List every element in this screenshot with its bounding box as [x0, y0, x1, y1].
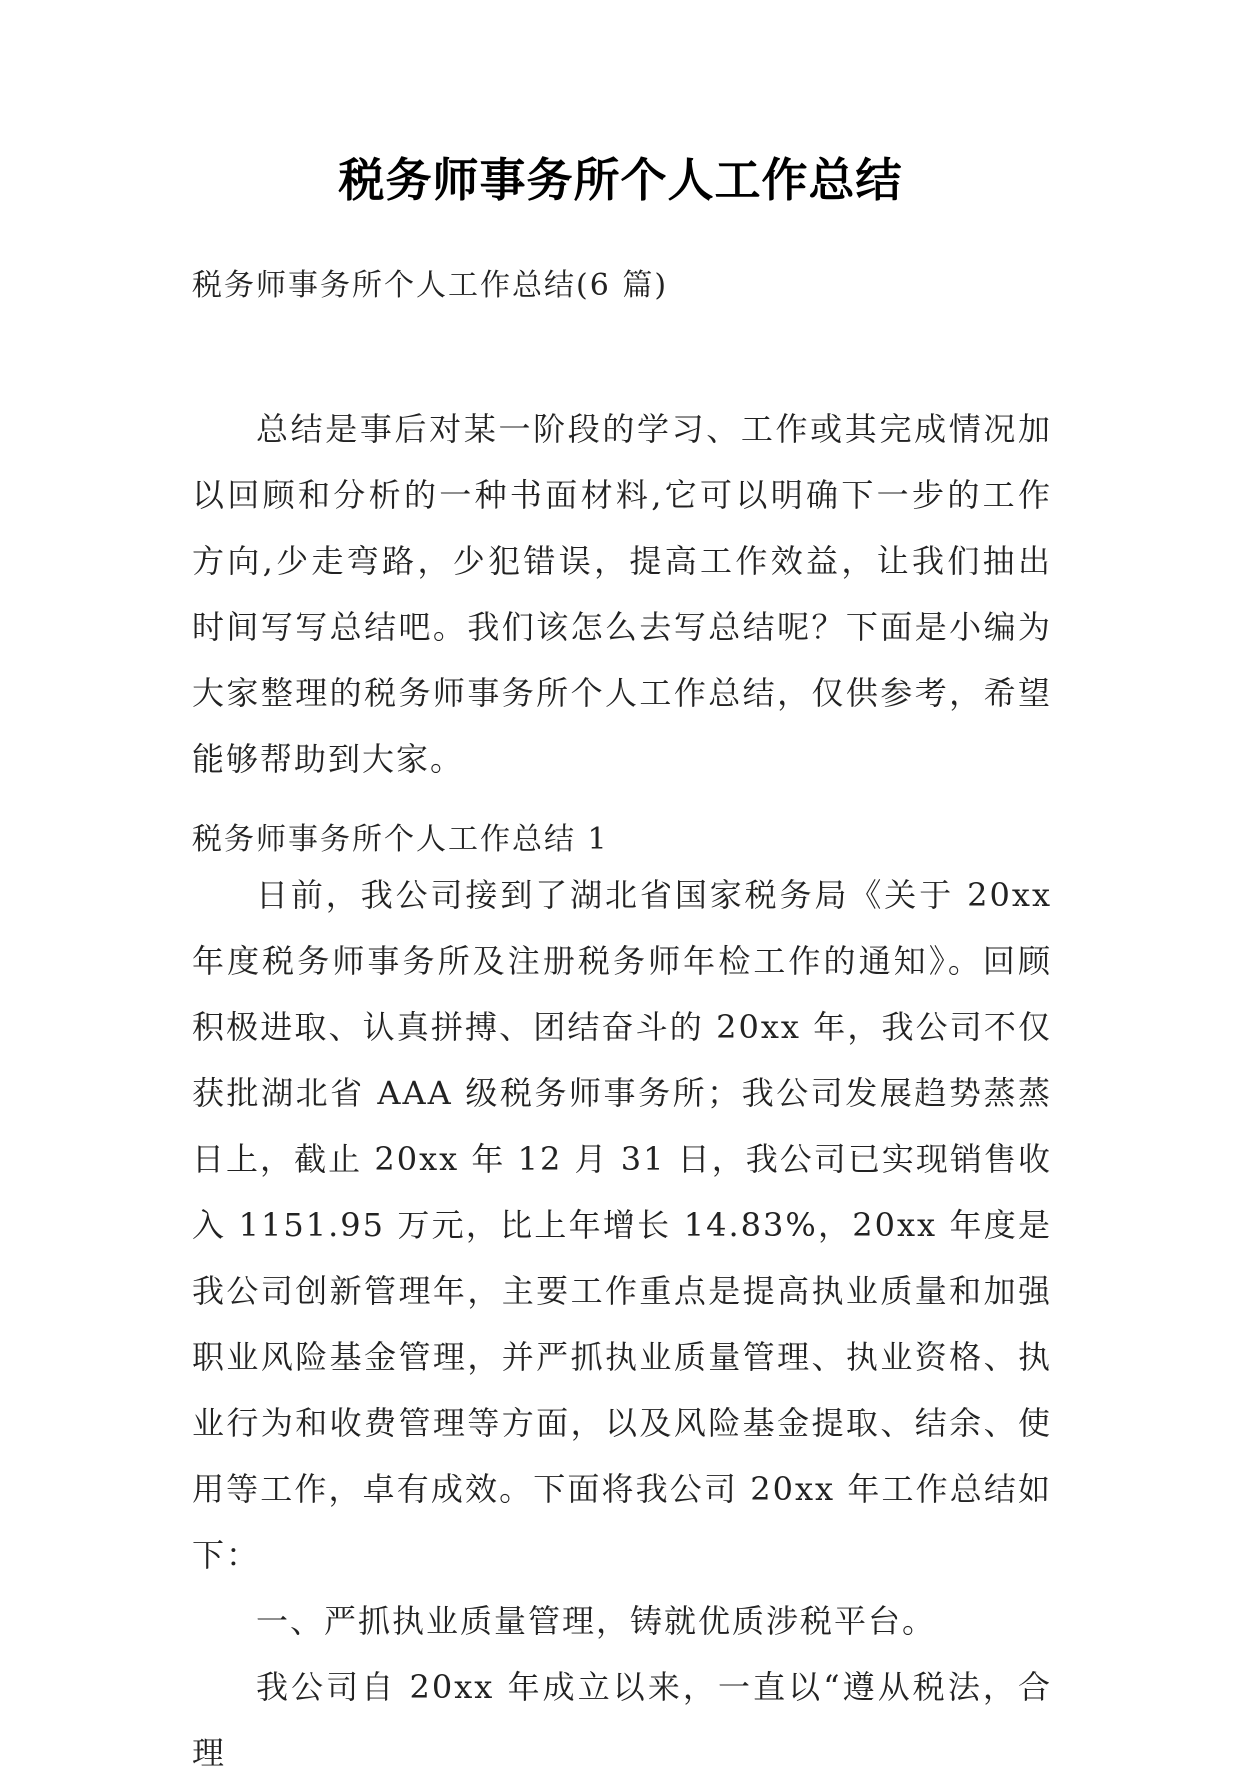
intro-text: 总结是事后对某一阶段的学习、工作或其完成情况加以回顾和分析的一种书面材料,它可以明确下一步的工作方向,少走弯路，少犯错误，提高工作效益，让我们抽出时间写写总结吧。我们该怎么去写总结呢？下面是小编为大家整理的税务师事务所个人工作总结，仅供参考，希望能够帮助到大家。 [192, 410, 1052, 778]
document-title: 税务师事务所个人工作总结 [338, 153, 903, 207]
section-heading: 税务师事务所个人工作总结 1 [192, 822, 609, 857]
section-paragraph-3: 我公司自 20xx 年成立以来，一直以“遵从税法，合理 [192, 1668, 1052, 1772]
section-body [192, 862, 1052, 1786]
section-paragraph-1: 日前，我公司接到了湖北省国家税务局《关于 20xx 年度税务师事务所及注册税务师年检工作的通知》。回顾积极进取、认真拼搏、团结奋斗的 20xx 年，我公司不仅获批湖北省 AAA 级税务师事务所；我公司发展趋势蒸蒸日上，截止 20xx 年 12 月 31 日，我公司已实现销售收入 1151.95 万元，比上年增长 14.83%，20xx 年度是我公司创新管理年，主要工作重点是提高执业质量和加强职业风险基金管理，并严抓执业质量管理、执业资格、执业行为和收费管理等方面，以及风险基金提取、结余、使用等工作，卓有成效。下面将我公司 20xx 年工作总结如下： [192, 876, 1052, 1574]
document-subtitle: 税务师事务所个人工作总结(6 篇) [192, 268, 669, 303]
section-paragraph-2: 一、严抓执业质量管理，铸就优质涉税平台。 [256, 1602, 937, 1640]
intro-paragraph [192, 396, 1052, 792]
